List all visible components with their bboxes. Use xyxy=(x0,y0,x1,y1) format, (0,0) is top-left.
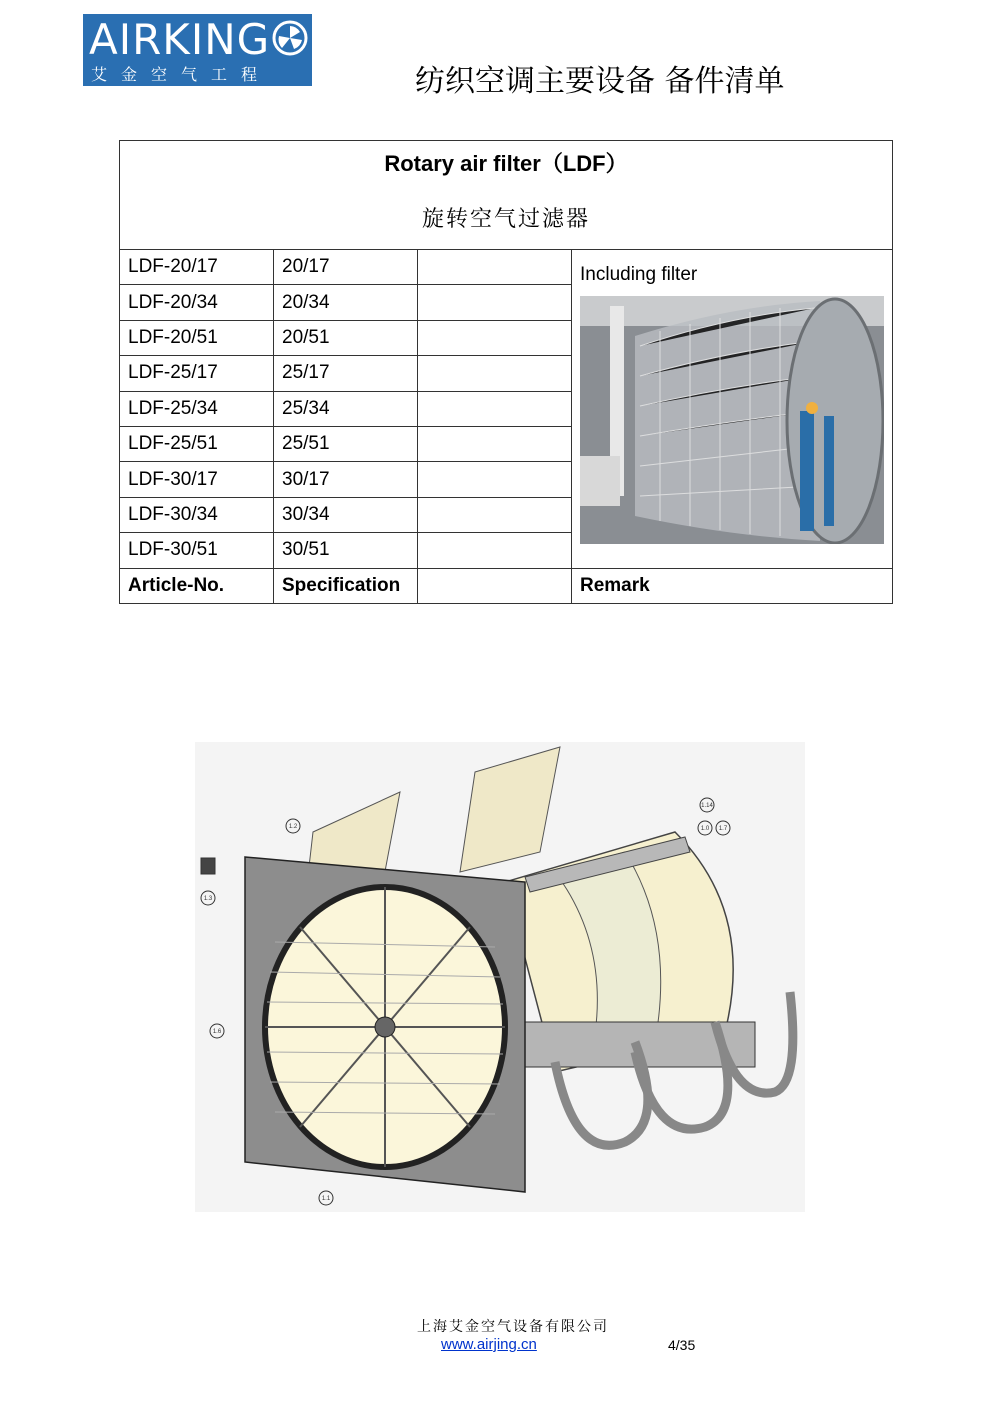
spec-header: Specification xyxy=(274,568,418,603)
table-row xyxy=(120,250,893,285)
empty-cell xyxy=(418,533,572,568)
article-cell: LDF-20/17 xyxy=(120,250,274,285)
spec-cell: 30/34 xyxy=(274,497,418,532)
spec-cell: 25/51 xyxy=(274,426,418,461)
article-cell: LDF-30/51 xyxy=(120,533,274,568)
logo-brand: AIRKING xyxy=(89,15,271,64)
article-cell: LDF-30/34 xyxy=(120,497,274,532)
remark-text: Including filter xyxy=(580,264,698,285)
callout-label: 1.1 xyxy=(321,1196,331,1202)
callout-label: 1.2 xyxy=(288,824,298,830)
filter-photo xyxy=(580,296,884,544)
empty-cell xyxy=(418,462,572,497)
empty-cell xyxy=(418,391,572,426)
fan-icon xyxy=(272,20,308,56)
spec-cell: 20/34 xyxy=(274,285,418,320)
filter-assembly-drawing xyxy=(195,742,805,1212)
table-title-en: Rotary air filter（LDF） xyxy=(384,151,628,176)
spare-parts-table xyxy=(119,140,893,604)
empty-cell xyxy=(418,426,572,461)
article-cell: LDF-25/34 xyxy=(120,391,274,426)
table-title-cn: 旋转空气过滤器 xyxy=(421,207,590,232)
spec-cell: 25/17 xyxy=(274,356,418,391)
empty-cell xyxy=(418,250,572,285)
article-cell: LDF-30/17 xyxy=(120,462,274,497)
footer-company: 上海艾金空气设备有限公司 xyxy=(417,1319,609,1335)
callout-label: 1.14 xyxy=(701,803,713,809)
company-logo xyxy=(83,14,312,86)
article-cell: LDF-20/51 xyxy=(120,320,274,355)
table-title-cell xyxy=(120,141,893,250)
callout-label: 1.3 xyxy=(203,896,213,902)
empty-cell xyxy=(418,568,572,603)
logo-subtext: 艾金空气工程 xyxy=(91,65,272,84)
article-cell: LDF-25/51 xyxy=(120,426,274,461)
page-number: 4/35 xyxy=(668,1337,696,1353)
callout-label: 1.0 xyxy=(700,826,710,832)
spec-cell: 30/17 xyxy=(274,462,418,497)
article-cell: LDF-20/34 xyxy=(120,285,274,320)
footer-website-link[interactable]: www.airjing.cn xyxy=(441,1336,537,1353)
empty-cell xyxy=(418,356,572,391)
article-header: Article-No. xyxy=(120,568,274,603)
document-title: 纺织空调主要设备 备件清单 xyxy=(415,64,785,99)
table-footer-row xyxy=(120,568,893,603)
remark-header: Remark xyxy=(572,568,893,603)
spec-cell: 20/17 xyxy=(274,250,418,285)
callout-label: 1.7 xyxy=(718,826,728,832)
spec-cell: 20/51 xyxy=(274,320,418,355)
remark-cell xyxy=(572,250,893,569)
spec-cell: 25/34 xyxy=(274,391,418,426)
empty-cell xyxy=(418,497,572,532)
spec-cell: 30/51 xyxy=(274,533,418,568)
empty-cell xyxy=(418,320,572,355)
callout-label: 1.6 xyxy=(212,1029,222,1035)
empty-cell xyxy=(418,285,572,320)
article-cell: LDF-25/17 xyxy=(120,356,274,391)
filter-photo-image xyxy=(580,296,884,544)
